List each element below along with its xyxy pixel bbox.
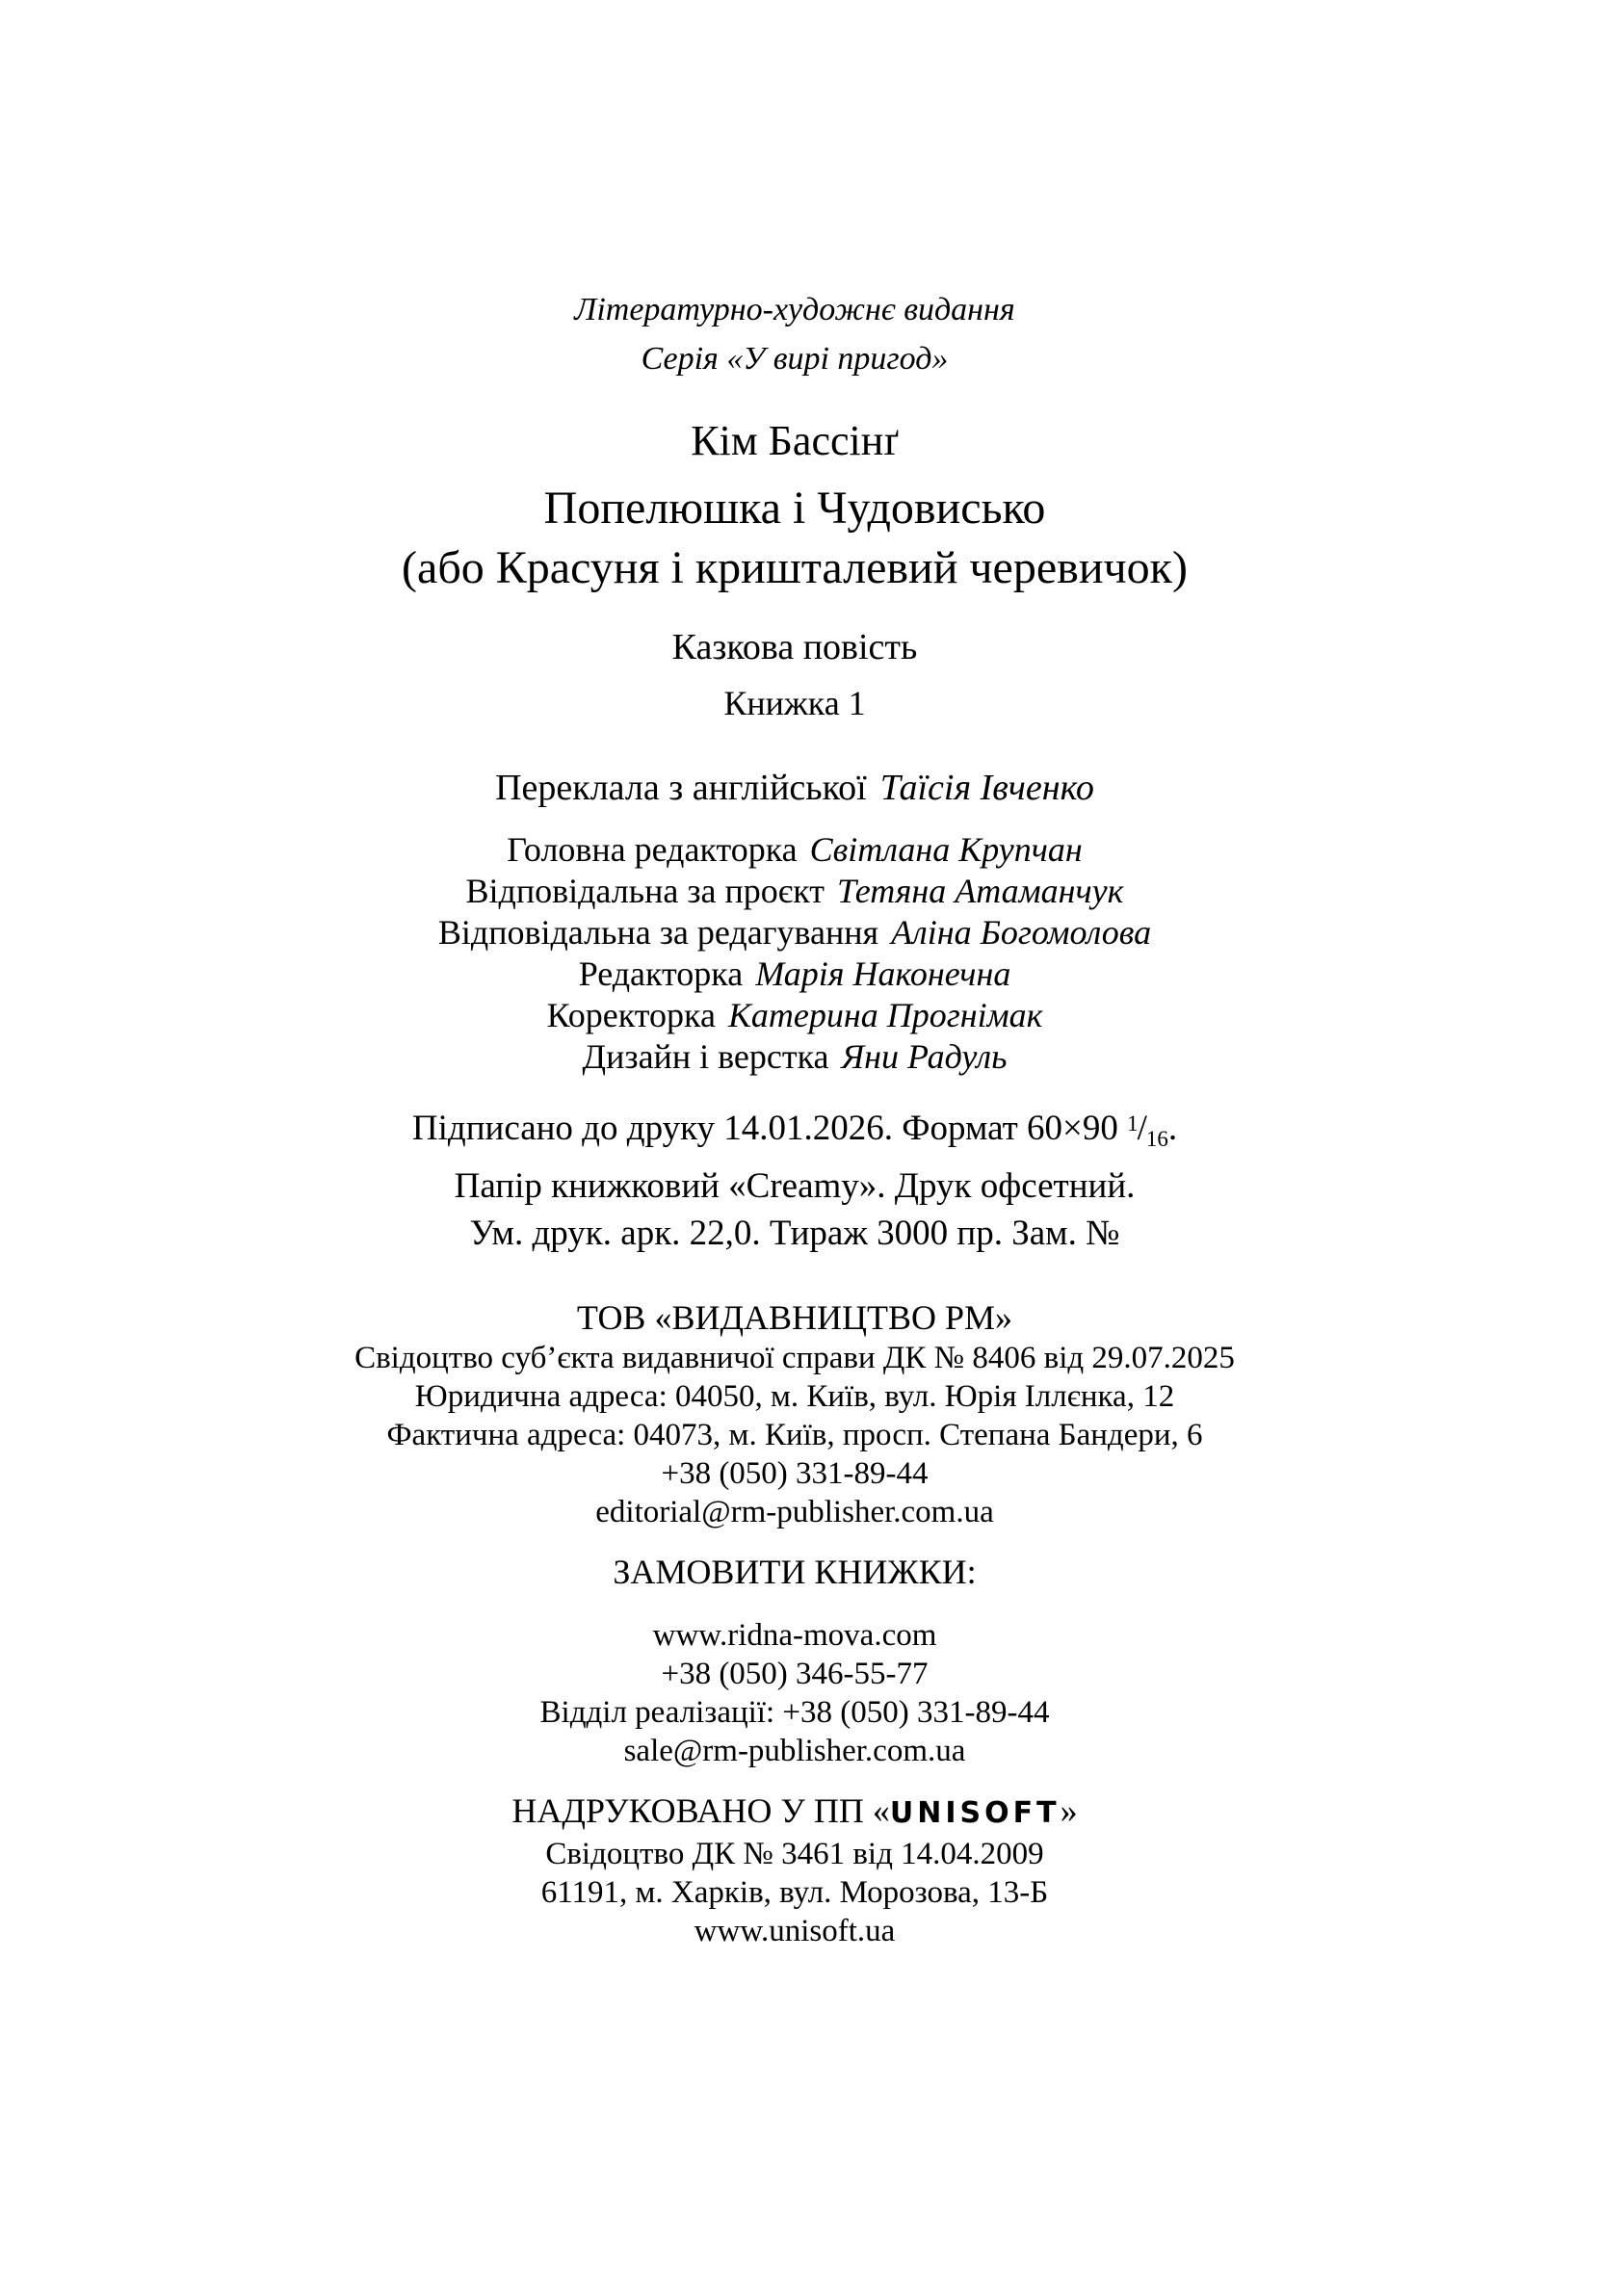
printer-section (0, 1790, 1589, 1950)
publisher-info-line: +38 (050) 331-89-44 (661, 1456, 929, 1491)
translator-credit-line (0, 766, 1589, 810)
printed-at-suffix: » (1060, 1791, 1078, 1830)
staff-credit-line (0, 912, 1589, 954)
print-format-line (0, 1100, 1589, 1163)
order-contact-line: +38 (050) 346-55-77 (661, 1657, 929, 1691)
staff-role: Відповідальна за проєкт (465, 872, 825, 910)
order-contact-line: Відділ реалізації: +38 (050) 331-89-44 (539, 1695, 1050, 1730)
print-format-text: Підписано до друку 14.01.2026. Формат 60×90 (411, 1109, 1118, 1148)
staff-credit-line (0, 829, 1589, 871)
staff-role: Головна редакторка (507, 830, 798, 869)
staff-credit-line (0, 1036, 1589, 1078)
translator-name: Таїсія Івченко (879, 768, 1094, 808)
order-contact-line: sale@rm-publisher.com.ua (623, 1734, 966, 1768)
staff-credit-line (0, 954, 1589, 995)
staff-person-name: Катерина Прогнімак (727, 996, 1043, 1034)
publisher-info-line: Фактична адреса: 04073, м. Київ, просп. Степана Бандери, 6 (386, 1418, 1203, 1452)
printer-details (0, 1835, 1589, 1950)
order-section (0, 1551, 1589, 1770)
printer-brand-name: UNISOFT (889, 1796, 1061, 1830)
staff-role: Відповідальна за редагування (437, 913, 879, 952)
book-number-line: Книжка 1 (723, 684, 866, 722)
staff-person-name: Марія Наконечна (755, 954, 1011, 993)
staff-credit-line (0, 871, 1589, 912)
series-line: Серія «У вирі пригод» (641, 341, 949, 377)
format-fraction-denominator: 16 (1145, 1127, 1168, 1151)
printer-info-line: Свідоцтво ДК № 3461 від 14.04.2009 (545, 1837, 1044, 1871)
order-contact-line: www.ridna-mova.com (652, 1618, 937, 1653)
format-fraction-numerator: 1 (1127, 1111, 1139, 1136)
staff-role: Коректорка (546, 996, 716, 1034)
publisher-details (0, 1339, 1589, 1531)
staff-person-name: Тетяна Атаманчук (836, 872, 1124, 910)
order-contacts (0, 1616, 1589, 1770)
staff-credit-line (0, 995, 1589, 1036)
staff-person-name: Світлана Крупчан (809, 830, 1083, 869)
printer-info-line: 61191, м. Харків, вул. Морозова, 13-Б (540, 1875, 1049, 1910)
publisher-info-line: Юридична адреса: 04050, м. Київ, вул. Юрія Іллєнка, 12 (414, 1379, 1175, 1414)
printed-at-prefix: НАДРУКОВАНО У ПП « (511, 1791, 890, 1830)
genre-line: Казкова повість (671, 627, 918, 667)
publisher-info-line: Свідоцтво суб’єкта видавничої справи ДК № 8406 від 29.07.2025 (354, 1341, 1235, 1375)
edition-type-line: Літературно-художнє видання (574, 292, 1015, 327)
translator-label: Переклала з англійської (495, 768, 867, 808)
publisher-name-heading: ТОВ «ВИДАВНИЦТВО РМ» (576, 1298, 1013, 1337)
format-fraction-slash: / (1137, 1109, 1147, 1148)
paper-type-line: Папір книжковий «Creamy». Друк офсетний. (454, 1166, 1136, 1206)
book-title: Попелюшка і Чудовисько (543, 483, 1046, 534)
staff-person-name: Яни Радуль (841, 1037, 1008, 1076)
format-line-period: . (1167, 1109, 1178, 1148)
printed-at-heading (0, 1790, 1589, 1835)
order-books-heading: ЗАМОВИТИ КНИЖКИ: (613, 1553, 977, 1591)
staff-person-name: Аліна Богомолова (891, 913, 1152, 952)
staff-role: Дизайн і верстка (582, 1037, 829, 1076)
print-volume-line: Ум. друк. арк. 22,0. Тираж 3000 пр. Зам. № (469, 1214, 1120, 1253)
printer-info-line: www.unisoft.ua (694, 1914, 896, 1948)
print-run-info (0, 1100, 1589, 1257)
staff-credits (0, 829, 1589, 1078)
publisher-section (0, 1296, 1589, 1531)
book-subtitle: (або Красуня і кришталевий черевичок) (402, 542, 1188, 593)
publisher-info-line: editorial@rm-publisher.com.ua (595, 1495, 994, 1529)
staff-role: Редакторка (578, 954, 744, 993)
author-name: Кім Бассінґ (691, 417, 899, 464)
